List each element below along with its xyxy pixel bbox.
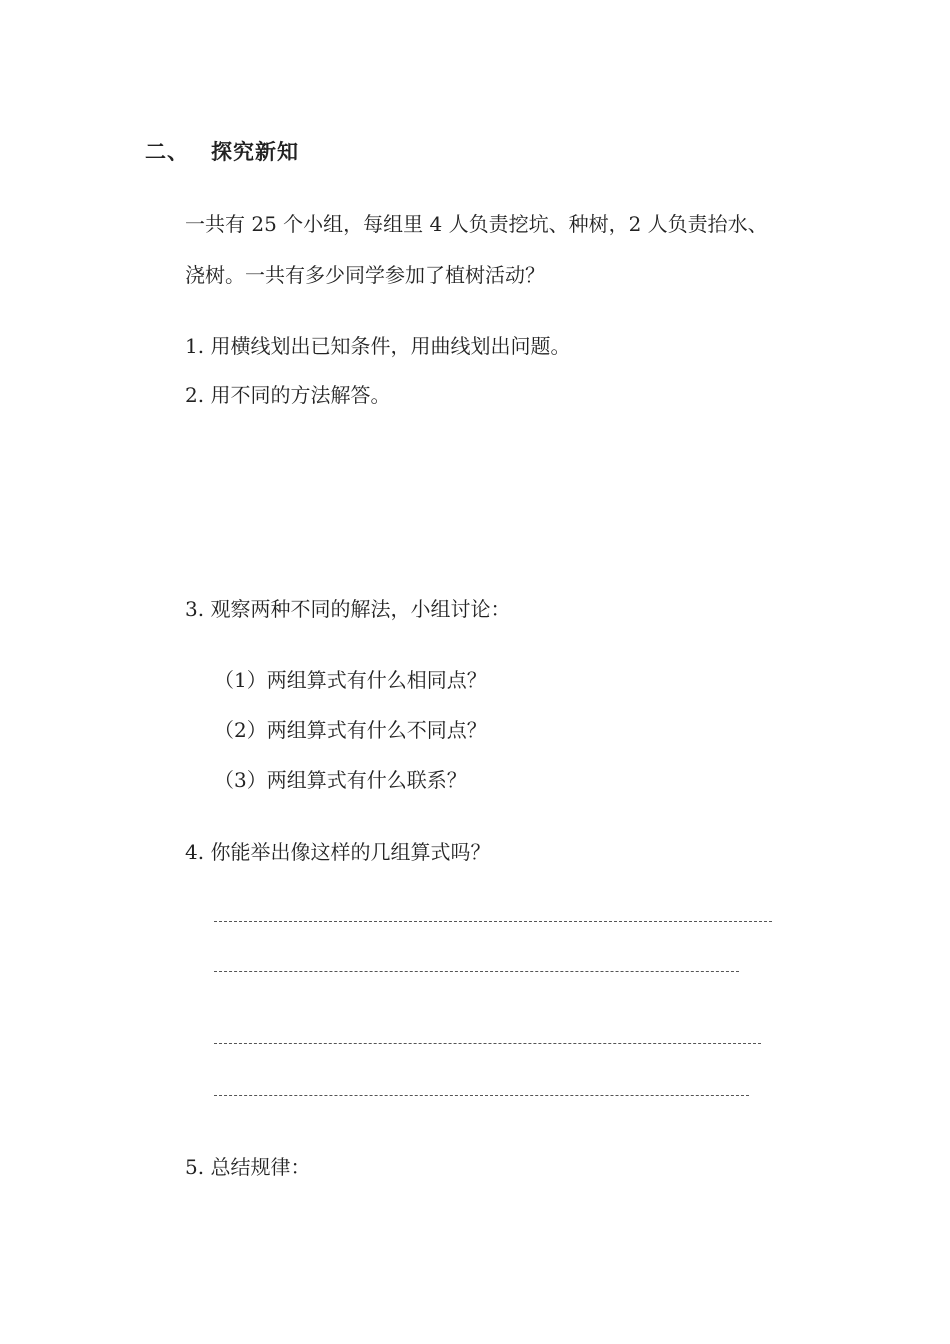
- question-3-sub-1: （1）两组算式有什么相同点？: [214, 668, 487, 692]
- question-3-sub-3: （3）两组算式有什么联系？: [214, 768, 467, 792]
- section-number: 二、: [145, 140, 189, 164]
- question-3-sub-2: （2）两组算式有什么不同点？: [214, 718, 487, 742]
- question-5: 5. 总结规律：: [185, 1155, 311, 1179]
- question-4: 4. 你能举出像这样的几组算式吗？: [185, 840, 491, 864]
- question-3: 3. 观察两种不同的解法，小组讨论：: [185, 597, 511, 621]
- question-2: 2. 用不同的方法解答。: [185, 383, 391, 407]
- answer-line[interactable]: [214, 1043, 761, 1044]
- answer-line[interactable]: [214, 971, 739, 972]
- section-heading: [145, 136, 299, 166]
- section-title: 探究新知: [211, 140, 299, 164]
- question-1: 1. 用横线划出已知条件，用曲线划出问题。: [185, 334, 571, 358]
- answer-line[interactable]: [214, 921, 772, 922]
- answer-line[interactable]: [214, 1095, 749, 1096]
- problem-text-line-1: 一共有 25 个小组，每组里 4 人负责挖坑、种树，2 人负责抬水、: [185, 212, 768, 236]
- problem-text-line-2: 浇树。一共有多少同学参加了植树活动？: [185, 263, 545, 287]
